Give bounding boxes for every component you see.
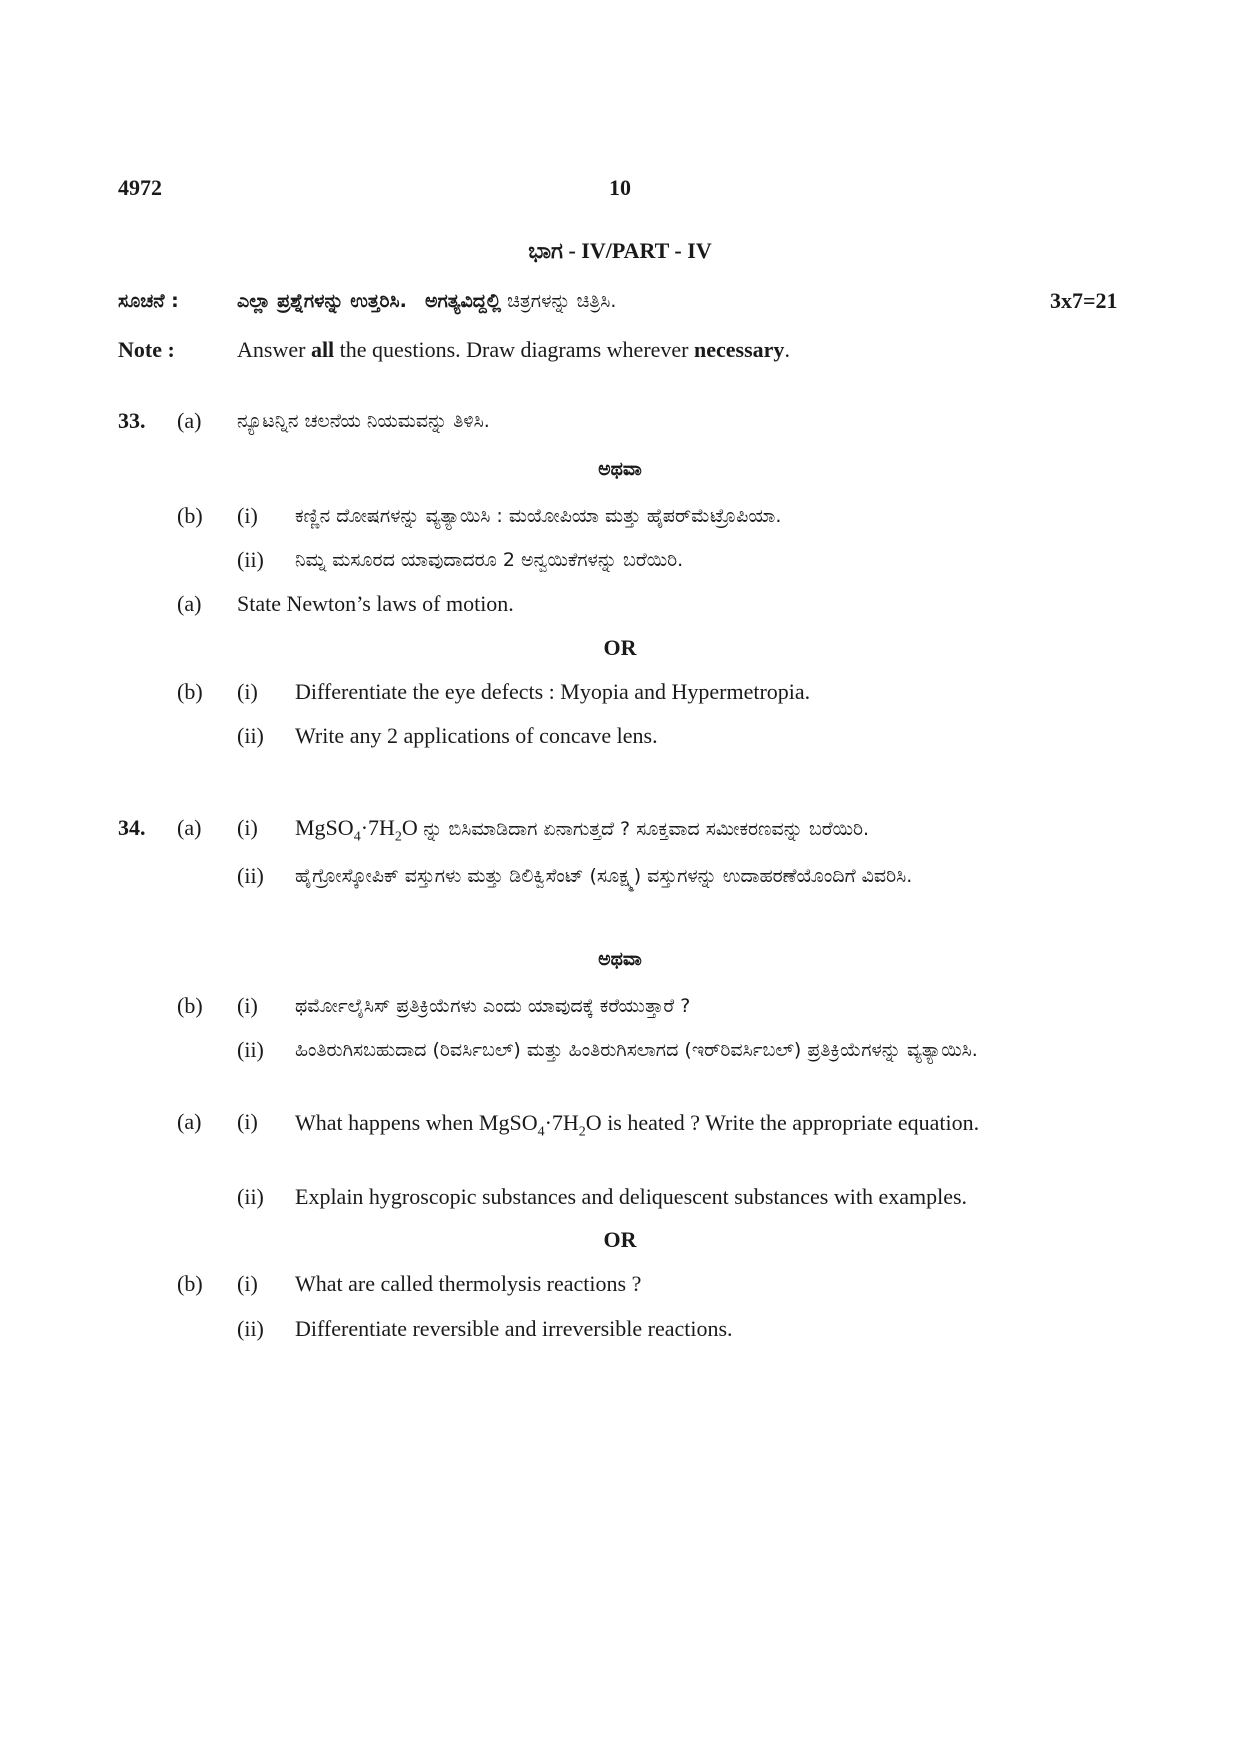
- instruction-kn-text: [237, 290, 616, 312]
- instruction-kn-part2: ಅಗತ್ಯವಿದ್ದಲ್ಲಿ: [424, 290, 502, 312]
- q34-en-a-ii-text: Explain hygroscopic substances and deliquescent substances with examples.: [295, 1184, 968, 1209]
- formula-subscript: 4: [353, 829, 361, 845]
- note-text-necessary: necessary: [694, 337, 785, 362]
- q33-kn-a-label: (a): [177, 408, 202, 433]
- q34-en-b-i-label: (i): [237, 1271, 258, 1296]
- formula-part: O: [585, 1110, 602, 1135]
- q34-kn-b-i-label: (i): [237, 993, 258, 1018]
- q34-en-or: OR: [603, 1227, 637, 1252]
- formula-mgso4: [478, 1110, 602, 1140]
- part-title: ಭಾಗ - IV/PART - IV: [528, 238, 712, 263]
- q34-kn-a-ii-text: ಹೈಗ್ರೋಸ್ಕೋಪಿಕ್ ವಸ್ತುಗಳು ಮತ್ತು ಡಿಲಿಕ್ವಿಸೆಂಟ್ (ಸೂಕ್ಷ್ಮ) ವಸ್ತುಗಳನ್ನು ಉದಾಹರಣೆಯೊಂದಿಗೆ ವಿವರಿಸಿ.: [295, 865, 913, 887]
- q34-kn-b-i-text: ಥರ್ಮೋಲೈಸಿಸ್ ಪ್ರತಿಕ್ರಿಯೆಗಳು ಎಂದು ಯಾವುದಕ್ಕೆ ಕರೆಯುತ್ತಾರೆ ?: [295, 995, 691, 1017]
- q33-kn-or: ಅಥವಾ: [598, 458, 642, 480]
- q33-en-a-text: State Newton’s laws of motion.: [237, 591, 514, 616]
- q33-en-b-label: (b): [177, 679, 203, 704]
- q34-en-a-ii-label: (ii): [237, 1184, 264, 1209]
- question-33-number: 33.: [118, 408, 146, 433]
- formula-part: ·7H: [360, 815, 395, 840]
- q33-en-a-label: (a): [177, 591, 202, 616]
- paper-code: 4972: [118, 175, 162, 200]
- q33-en-b-i-label: (i): [237, 679, 258, 704]
- q34-en-b-ii-label: (ii): [237, 1316, 264, 1341]
- q34-en-a-i-post: is heated ? Write the appropriate equation.: [607, 1110, 980, 1135]
- formula-part: O: [401, 815, 418, 840]
- q34-en-a-i-label: (i): [237, 1109, 258, 1134]
- q34-kn-a-i-text: [295, 815, 870, 845]
- q33-en-b-ii-text: Write any 2 applications of concave lens.: [295, 723, 658, 748]
- formula-part: ·7H: [544, 1110, 579, 1135]
- formula-subscript: 2: [578, 1124, 586, 1140]
- q33-kn-b-ii-text: ನಿಮ್ನ ಮಸೂರದ ಯಾವುದಾದರೂ 2 ಅನ್ವಯಿಕೆಗಳನ್ನು ಬರೆಯಿರಿ.: [295, 549, 684, 571]
- note-text-period: .: [784, 337, 790, 362]
- q34-kn-a-i-rest: ನ್ನು ಬಿಸಿಮಾಡಿದಾಗ ಏನಾಗುತ್ತದೆ ? ಸೂಕ್ತವಾದ ಸಮೀಕರಣವನ್ನು ಬರೆಯಿರಿ.: [423, 818, 870, 840]
- q34-en-a-label: (a): [177, 1109, 202, 1134]
- note-text-part1: Answer: [237, 337, 306, 362]
- instruction-kn-part1: ಎಲ್ಲಾ ಪ್ರಶ್ನೆಗಳನ್ನು ಉತ್ತರಿಸಿ.: [237, 290, 407, 312]
- q34-kn-a-ii-label: (ii): [237, 863, 264, 888]
- q33-en-b-ii-label: (ii): [237, 723, 264, 748]
- q34-en-b-ii-text: Differentiate reversible and irreversible reactions.: [295, 1316, 733, 1341]
- q34-kn-b-ii-label: (ii): [237, 1037, 264, 1062]
- instruction-en-label: Note :: [118, 337, 175, 362]
- question-34-number: 34.: [118, 815, 146, 840]
- note-text-part2: the questions. Draw diagrams wherever: [339, 337, 689, 362]
- q33-kn-b-i-label: (i): [237, 503, 258, 528]
- formula-subscript: 2: [394, 829, 402, 845]
- page-number: 10: [609, 175, 631, 200]
- q33-en-or: OR: [603, 635, 637, 660]
- formula-mgso4: [295, 815, 418, 845]
- q34-kn-a-i-label: (i): [237, 815, 258, 840]
- instruction-kn-part3: ಚಿತ್ರಗಳನ್ನು ಚಿತ್ರಿಸಿ.: [507, 290, 617, 312]
- q33-kn-b-label: (b): [177, 503, 203, 528]
- marks-allocation: 3x7=21: [1050, 288, 1118, 313]
- formula-part: MgSO: [295, 815, 354, 840]
- formula-part: MgSO: [478, 1110, 538, 1135]
- instruction-en-text: [237, 337, 790, 363]
- q33-kn-a-text: ನ್ಯೂಟನ್ನಿನ ಚಲನೆಯ ನಿಯಮವನ್ನು ತಿಳಿಸಿ.: [237, 410, 490, 432]
- q33-kn-b-i-text: ಕಣ್ಣಿನ ದೋಷಗಳನ್ನು ವ್ಯತ್ಯಾಯಿಸಿ : ಮಯೋಪಿಯಾ ಮತ್ತು ಹೈಪರ್‌ಮೆಟ್ರೊಪಿಯಾ.: [295, 505, 782, 527]
- q33-kn-b-ii-label: (ii): [237, 547, 264, 572]
- q34-en-a-i-pre: What happens when: [295, 1110, 474, 1135]
- q34-en-b-i-text: What are called thermolysis reactions ?: [295, 1271, 642, 1296]
- q34-kn-b-label: (b): [177, 993, 203, 1018]
- instruction-kn-label: ಸೂಚನೆ :: [118, 290, 179, 312]
- q34-en-b-label: (b): [177, 1271, 203, 1296]
- note-text-all: all: [310, 337, 335, 362]
- q34-kn-or: ಅಥವಾ: [598, 948, 642, 970]
- formula-subscript: 4: [537, 1124, 545, 1140]
- q34-kn-b-ii-text: ಹಿಂತಿರುಗಿಸಬಹುದಾದ (ರಿವರ್ಸಿಬಲ್) ಮತ್ತು ಹಿಂತಿರುಗಿಸಲಾಗದ (ಇರ್‌ರಿವರ್ಸಿಬಲ್) ಪ್ರತಿಕ್ರಿಯೆಗಳನ್ನು ವ್ಯತ್ಯಾಯಿಸಿ.: [295, 1039, 978, 1061]
- q34-en-a-i-text: [295, 1106, 1065, 1140]
- q33-en-b-i-text: Differentiate the eye defects : Myopia and Hypermetropia.: [295, 679, 811, 704]
- q34-kn-a-label: (a): [177, 815, 202, 840]
